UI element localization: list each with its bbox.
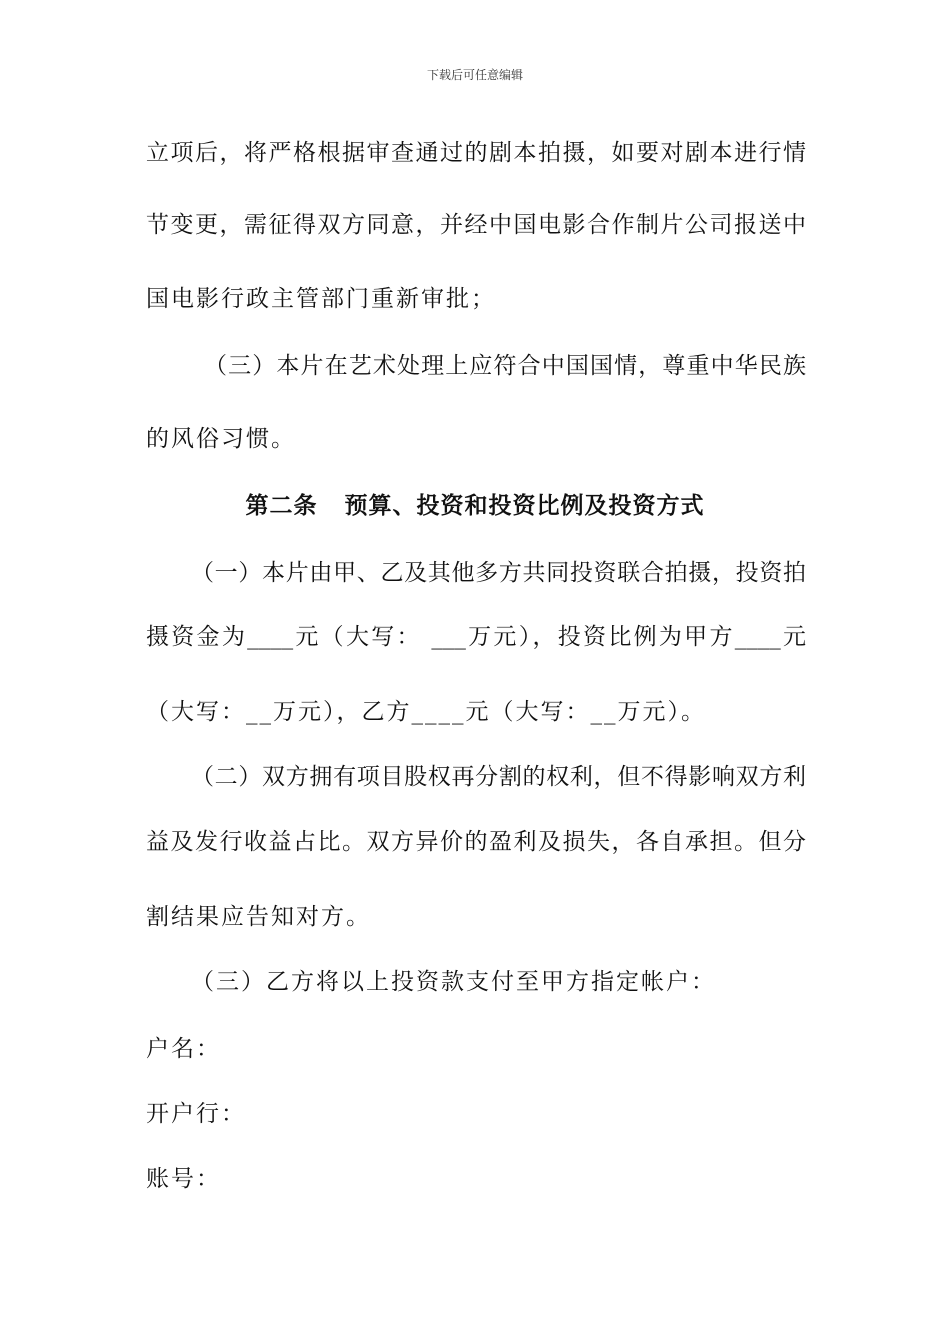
paragraph-line: 节变更，需征得双方同意，并经中国电影合作制片公司报送中 (146, 212, 806, 238)
article-heading: 第二条 预算、投资和投资比例及投资方式 (245, 492, 705, 519)
account-name-label: 户名： (146, 1036, 221, 1062)
paragraph-line: 的风俗习惯。 (146, 426, 296, 452)
clause-one-line: （一）本片由甲、乙及其他多方共同投资联合拍摄，投资拍 (191, 560, 806, 586)
account-number-label: 账号： (146, 1166, 221, 1192)
bank-label: 开户行： (146, 1101, 246, 1127)
paragraph-line: 益及发行收益占比。双方异价的盈利及损失，各自承担。但分 (146, 829, 806, 855)
paragraph-line: 立项后，将严格根据审查通过的剧本拍摄，如要对剧本进行情 (146, 140, 806, 166)
clause-three-line: （三）本片在艺术处理上应符合中国国情，尊重中华民族 (204, 353, 806, 379)
paragraph-line: （大写：__万元），乙方____元（大写：__万元）。 (146, 699, 706, 725)
paragraph-line: 割结果应告知对方。 (146, 904, 371, 930)
paragraph-line: 国电影行政主管部门重新审批； (146, 286, 496, 312)
clause-three-account-line: （三）乙方将以上投资款支付至甲方指定帐户： (191, 969, 716, 995)
clause-two-line: （二）双方拥有项目股权再分割的权利，但不得影响双方利 (191, 764, 806, 790)
paragraph-line: 摄资金为____元（大写： ___万元），投资比例为甲方____元 (146, 624, 806, 650)
page-header: 下载后可任意编辑 (426, 68, 523, 82)
